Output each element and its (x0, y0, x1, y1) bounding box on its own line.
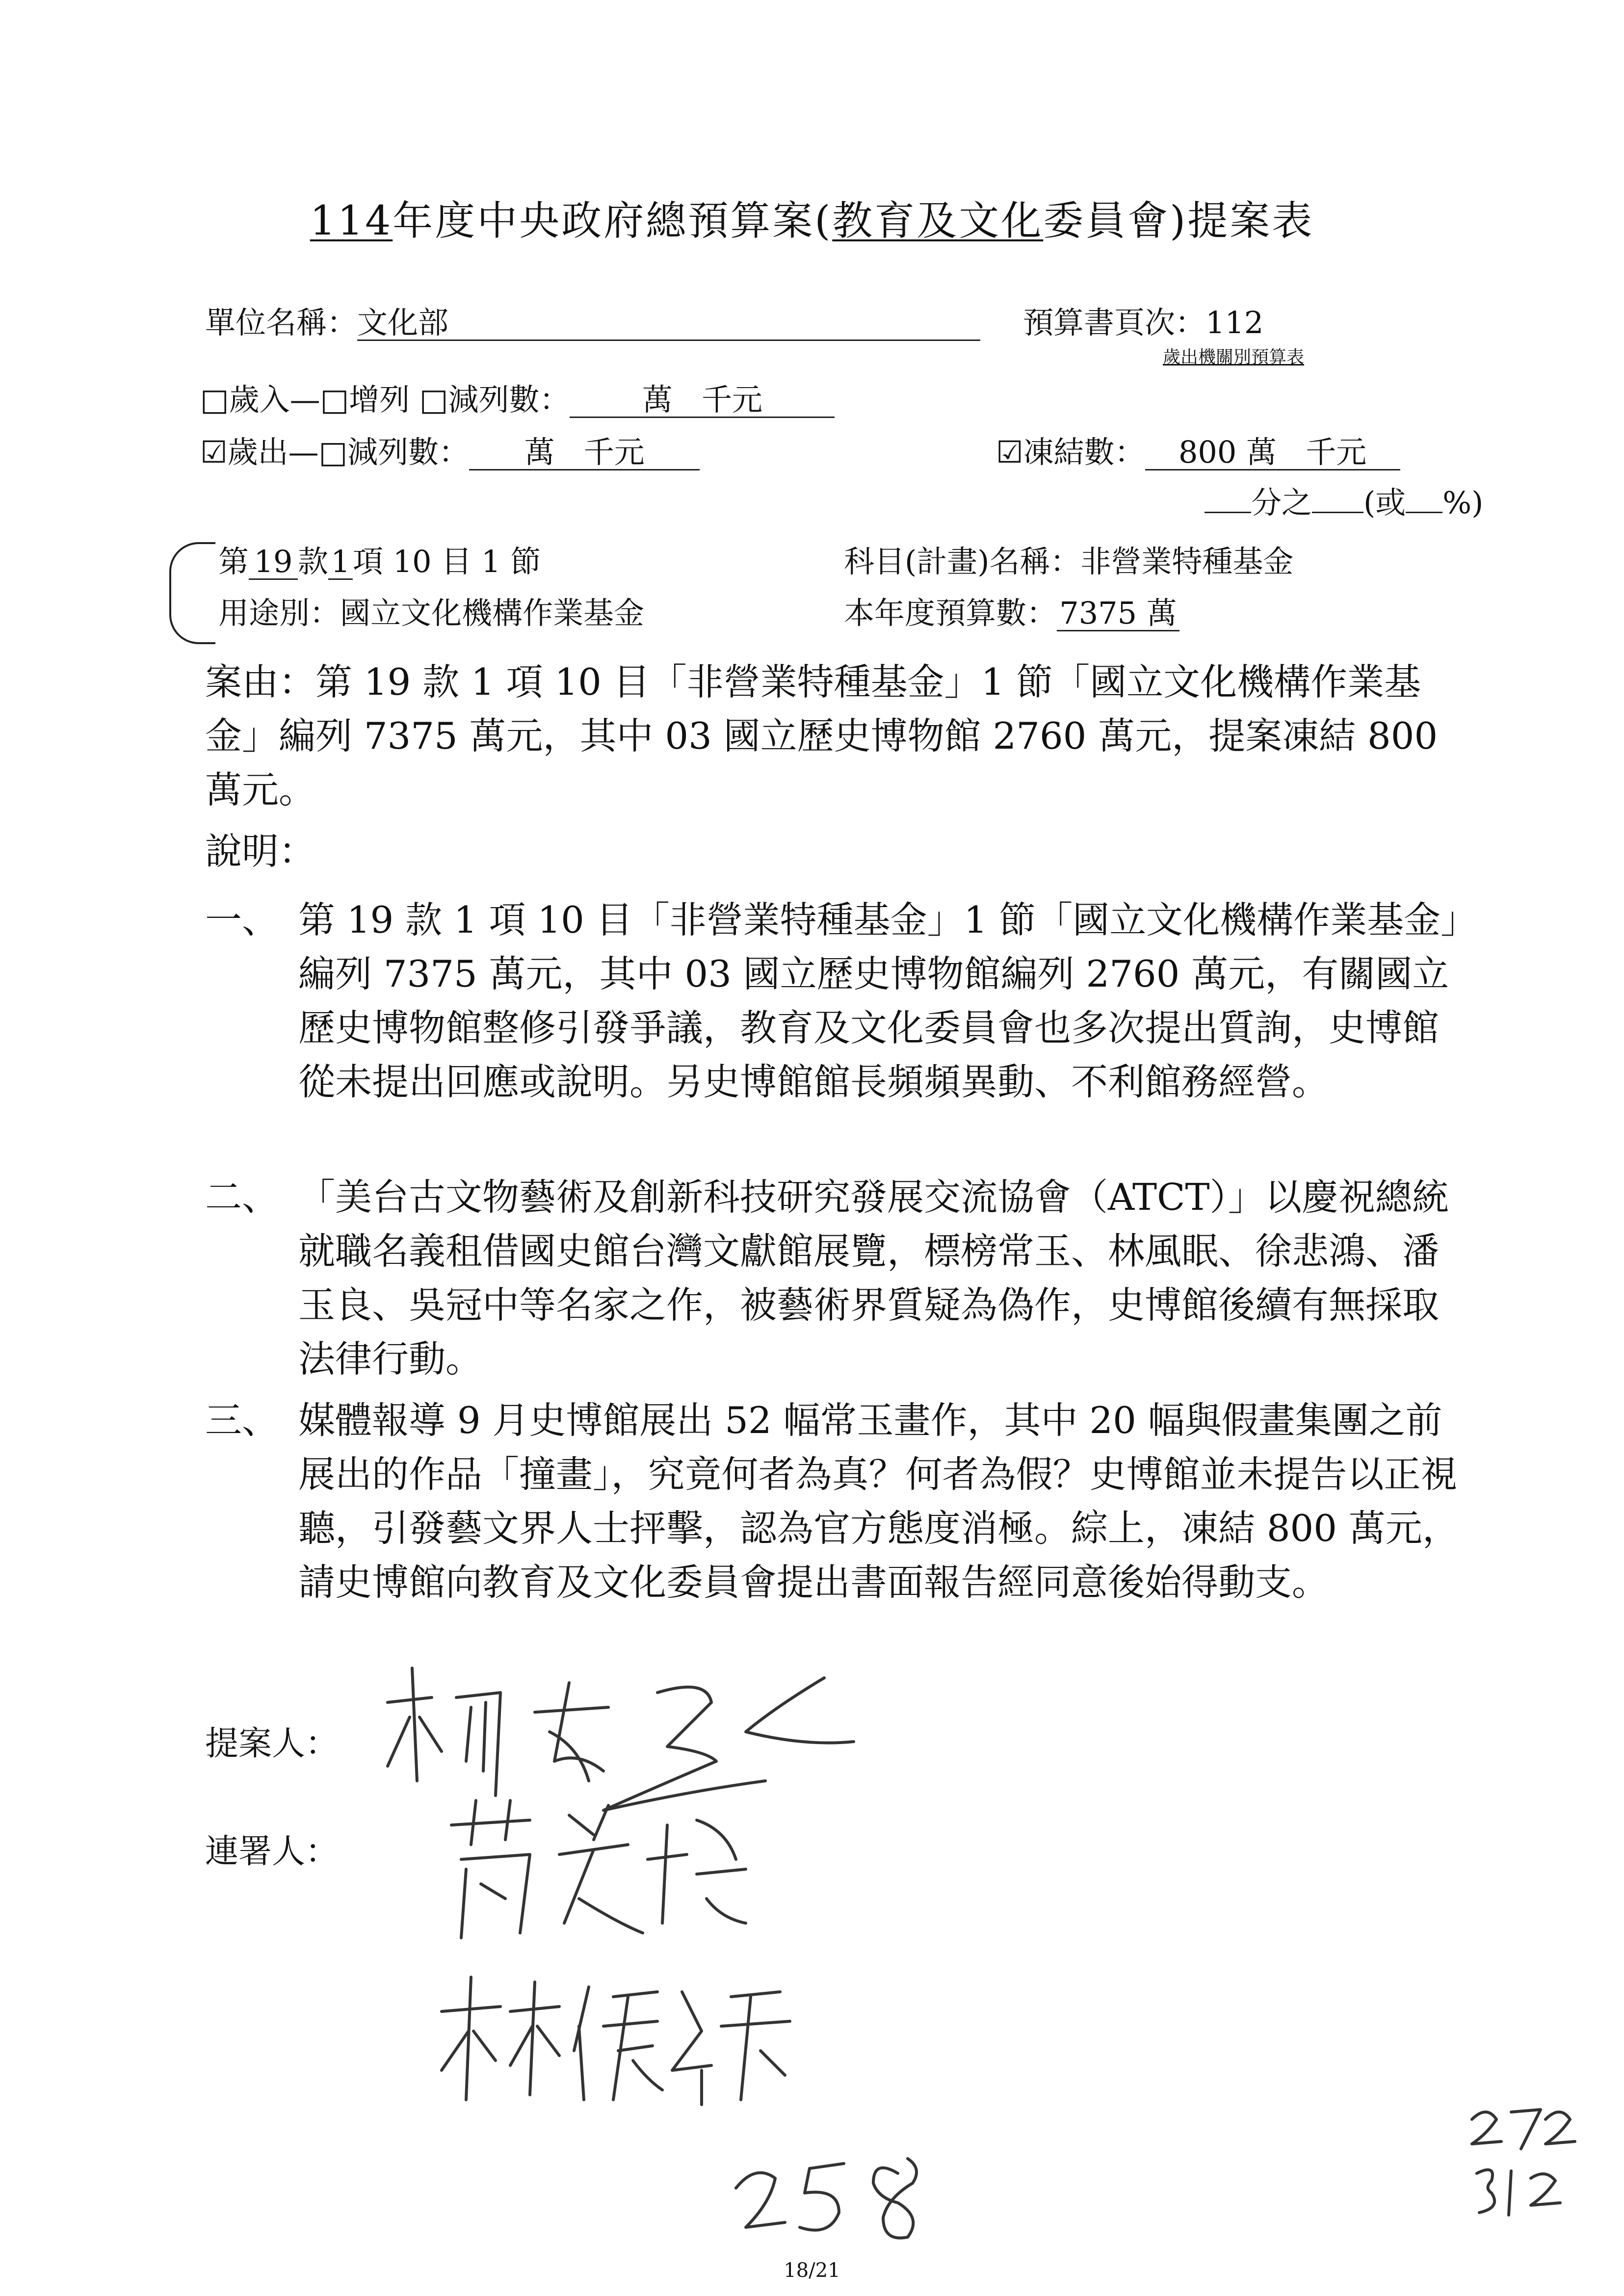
budget-page-number: 112 (1205, 305, 1264, 340)
cosigner-signature (427, 1953, 819, 2114)
budget-page-ref: 預算書頁次：112 (1023, 305, 1264, 340)
item-text: 媒體報導 9 月史博館展出 52 幅常玉畫作，其中 20 幅與假畫集團之前展出的作品「撞畫」，究竟何者為真？何者為假？史博館並未提告以正視聽，引發藝文界人士抨擊，認為官方態度消極。綜上，凍結 800 萬元，請史博館向教育及文化委員會提出書面報告經同意後始得動支。 (298, 1399, 1459, 1604)
proposer-label: 提案人： (205, 1724, 339, 1763)
budget-item-line: 第 19 款1項 10 目 1 節 (218, 544, 541, 579)
budget-item-brace (169, 542, 215, 644)
expense-row: ☑歲出—□減列數： 萬 千元 (200, 428, 700, 471)
subject-name: 科目(計畫)名稱：非營業特種基金 (844, 544, 1294, 579)
item-text: 「美台古文物藝術及創新科技研究發展交流協會（ATCT）」以慶祝總統就職名義租借國史館台灣文獻館展覽，標榜常玉、林風眠、徐悲鴻、潘玉良、吳冠中等名家之作，被藝術界質疑為偽作，史博館後續有無採取法律行動。 (298, 1175, 1449, 1381)
frozen-row: ☑凍結數： 800 萬 千元 (996, 428, 1400, 471)
frozen-amount: 800 (1178, 434, 1237, 470)
explanation-item (205, 1170, 1461, 1386)
item-text: 第 19 款 1 項 10 目「非營業特種基金」1 節「國立文化機構作業基金」編列 7375 萬元，其中 03 國立歷史博物館編列 2760 萬元，有關國立歷史博物館整修引發爭議，教育及文化委員會也多次提出質詢，史博館從未提出回應或說明。另史博館館長頻頻異動、不利館務經營。 (298, 898, 1459, 1103)
revenue-checkbox-label: □歲入—□增列 □減列數： (200, 382, 570, 417)
item-number: 二、 (205, 1175, 279, 1219)
title-committee: 教育及文化 (832, 198, 1044, 244)
explanation-item (205, 1393, 1461, 1609)
budget-page-subtitle: 歲出機關別預算表 (1163, 347, 1305, 367)
unit-name-value: 文化部 (357, 306, 980, 341)
expense-checkbox-label: ☑歲出—□減列數： (200, 434, 470, 470)
handwritten-page-number (726, 2149, 952, 2247)
unit-name-row (205, 298, 980, 342)
title-year: 114 (310, 198, 393, 244)
explanation-item (205, 893, 1461, 1109)
revenue-row: □歲入—□增列 □減列數： 萬 千元 (200, 375, 835, 419)
page-title: 114年度中央政府總預算案(教育及文化委員會)提案表 (310, 198, 1314, 244)
cosigner-signature (432, 1786, 775, 1948)
unit-name-label: 單位名稱： (205, 305, 358, 340)
proposal-reason: 案由：第 19 款 1 項 10 目「非營業特種基金」1 節「國立文化機構作業基金」編列 7375 萬元，其中 03 國立歷史博物館 2760 萬元，提案凍結 800 萬元。 (205, 660, 1438, 811)
explanation-label: 說明： (205, 830, 316, 873)
frozen-label: ☑凍結數： (996, 434, 1145, 470)
item-number: 一、 (205, 898, 279, 941)
fraction-row: 分之 (或 %) (1205, 478, 1483, 522)
page-footer: 18/21 (784, 2259, 840, 2282)
item-number: 三、 (205, 1399, 279, 1442)
usage-line: 用途別：國立文化機構作業基金 (218, 595, 645, 631)
handwritten-corner-numbers (1462, 2095, 1580, 2222)
cosigner-label: 連署人： (205, 1832, 339, 1871)
year-budget: 本年度預算數：7375 萬 (844, 589, 1179, 632)
